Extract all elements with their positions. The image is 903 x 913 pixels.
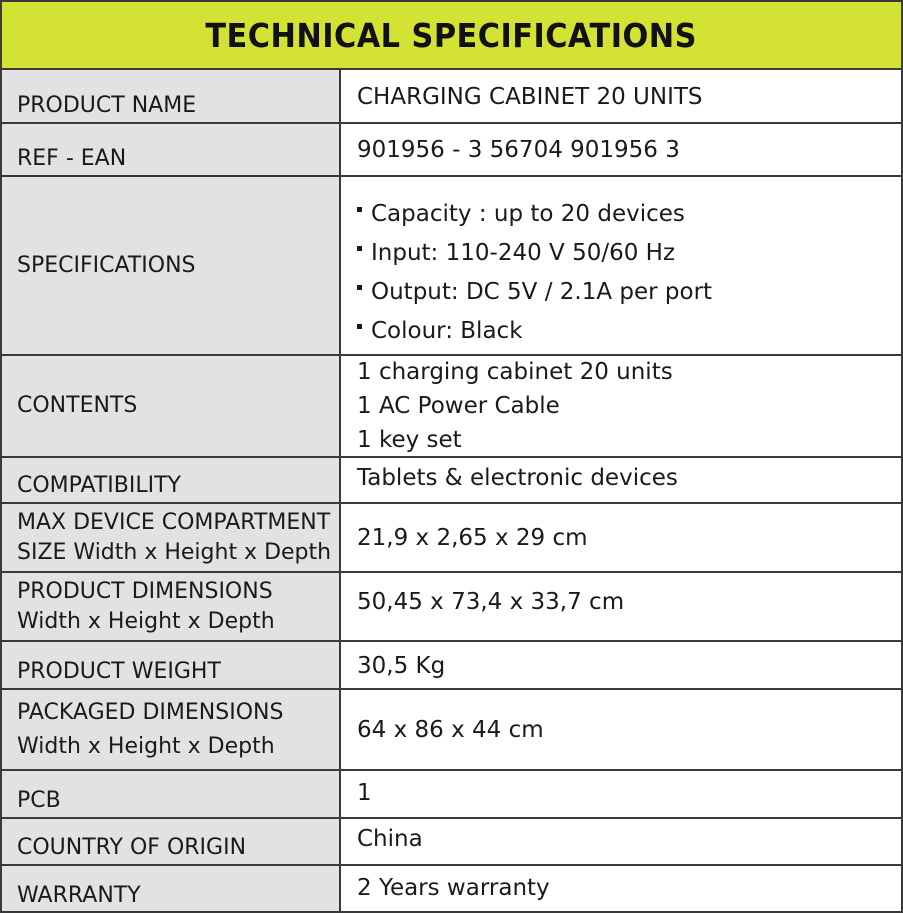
row-value (340, 572, 903, 641)
label-line: PRODUCT DIMENSIONS (17, 578, 273, 604)
value-line: China (357, 826, 423, 852)
column-divider (339, 70, 341, 913)
row-divider (0, 571, 903, 573)
spec-row-country-of-origin (0, 818, 903, 865)
label-line: Width x Height x Depth (17, 733, 275, 759)
value-line: 50,45 x 73,4 x 33,7 cm (357, 589, 625, 615)
row-divider (0, 864, 903, 866)
row-divider (0, 456, 903, 458)
bullet-icon (357, 324, 362, 329)
bullet-text: Capacity : up to 20 devices (371, 200, 685, 227)
row-value (340, 457, 903, 503)
value-line: 21,9 x 2,65 x 29 cm (357, 524, 588, 551)
label-line: PRODUCT NAME (17, 93, 197, 118)
row-divider (0, 688, 903, 690)
bullet-text: Colour: Black (371, 317, 523, 344)
spec-row-contents (0, 355, 903, 457)
label-line: SPECIFICATIONS (17, 252, 196, 278)
row-value (340, 770, 903, 818)
label-line: COUNTRY OF ORIGIN (17, 835, 247, 860)
row-value (340, 689, 903, 770)
spec-row-product-name (0, 70, 903, 123)
label-line: Width x Height x Depth (17, 608, 275, 634)
label-line: REF - EAN (17, 146, 127, 171)
bullet-text: Output: DC 5V / 2.1A per port (371, 278, 713, 305)
row-label (0, 355, 340, 457)
row-value (340, 176, 903, 355)
row-divider (0, 769, 903, 771)
row-value (340, 818, 903, 865)
label-line: CONTENTS (17, 393, 138, 418)
row-label (0, 689, 340, 770)
spec-row-product-dimensions (0, 572, 903, 641)
row-label (0, 176, 340, 355)
bullet-icon (357, 207, 362, 212)
value-line: 2 Years warranty (357, 875, 550, 901)
row-divider (0, 640, 903, 642)
bullet-text: Input: 110-240 V 50/60 Hz (371, 239, 676, 266)
spec-row-max-compartment (0, 503, 903, 572)
label-line: PCB (17, 788, 61, 813)
row-label (0, 457, 340, 503)
row-label (0, 770, 340, 818)
spec-row-warranty (0, 865, 903, 913)
label-line: COMPATIBILITY (17, 473, 181, 498)
value-line: 64 x 86 x 44 cm (357, 716, 544, 743)
spec-row-specifications (0, 176, 903, 355)
row-value (340, 641, 903, 689)
row-value (340, 503, 903, 572)
label-line: MAX DEVICE COMPARTMENT (17, 509, 331, 535)
spec-row-compatibility (0, 457, 903, 503)
row-value (340, 70, 903, 123)
table-border-left (0, 0, 2, 913)
row-label (0, 123, 340, 176)
bullet-item (357, 272, 903, 311)
row-divider (0, 502, 903, 504)
row-label (0, 70, 340, 123)
label-line: WARRANTY (17, 883, 141, 908)
row-divider (0, 175, 903, 177)
spec-row-packaged-dimensions (0, 689, 903, 770)
value-line: 1 (357, 780, 372, 806)
row-label (0, 641, 340, 689)
spec-row-product-weight (0, 641, 903, 689)
bullet-icon (357, 285, 362, 290)
row-label (0, 503, 340, 572)
label-line: SIZE Width x Height x Depth (17, 539, 332, 565)
label-line: PACKAGED DIMENSIONS (17, 699, 284, 725)
row-divider (0, 817, 903, 819)
value-line: 30,5 Kg (357, 653, 446, 679)
value-line: Tablets & electronic devices (357, 465, 678, 491)
spec-title: TECHNICAL SPECIFICATIONS (205, 15, 698, 55)
row-label (0, 572, 340, 641)
row-value (340, 123, 903, 176)
bullet-item (357, 233, 903, 272)
row-label (0, 818, 340, 865)
value-line: CHARGING CABINET 20 UNITS (357, 84, 703, 110)
bullet-item (357, 311, 903, 350)
value-line: 901956 - 3 56704 901956 3 (357, 137, 680, 163)
row-divider (0, 354, 903, 356)
row-value (340, 865, 903, 913)
label-line: PRODUCT WEIGHT (17, 659, 221, 684)
value-line: 1 charging cabinet 20 units (357, 359, 673, 385)
value-line: 1 AC Power Cable (357, 393, 560, 419)
spec-header (0, 0, 903, 70)
row-label (0, 865, 340, 913)
value-line: 1 key set (357, 427, 462, 453)
spec-row-ref-ean (0, 123, 903, 176)
bullet-icon (357, 246, 362, 251)
row-divider (0, 122, 903, 124)
bullet-item (357, 194, 903, 233)
spec-row-pcb (0, 770, 903, 818)
row-value (340, 355, 903, 457)
